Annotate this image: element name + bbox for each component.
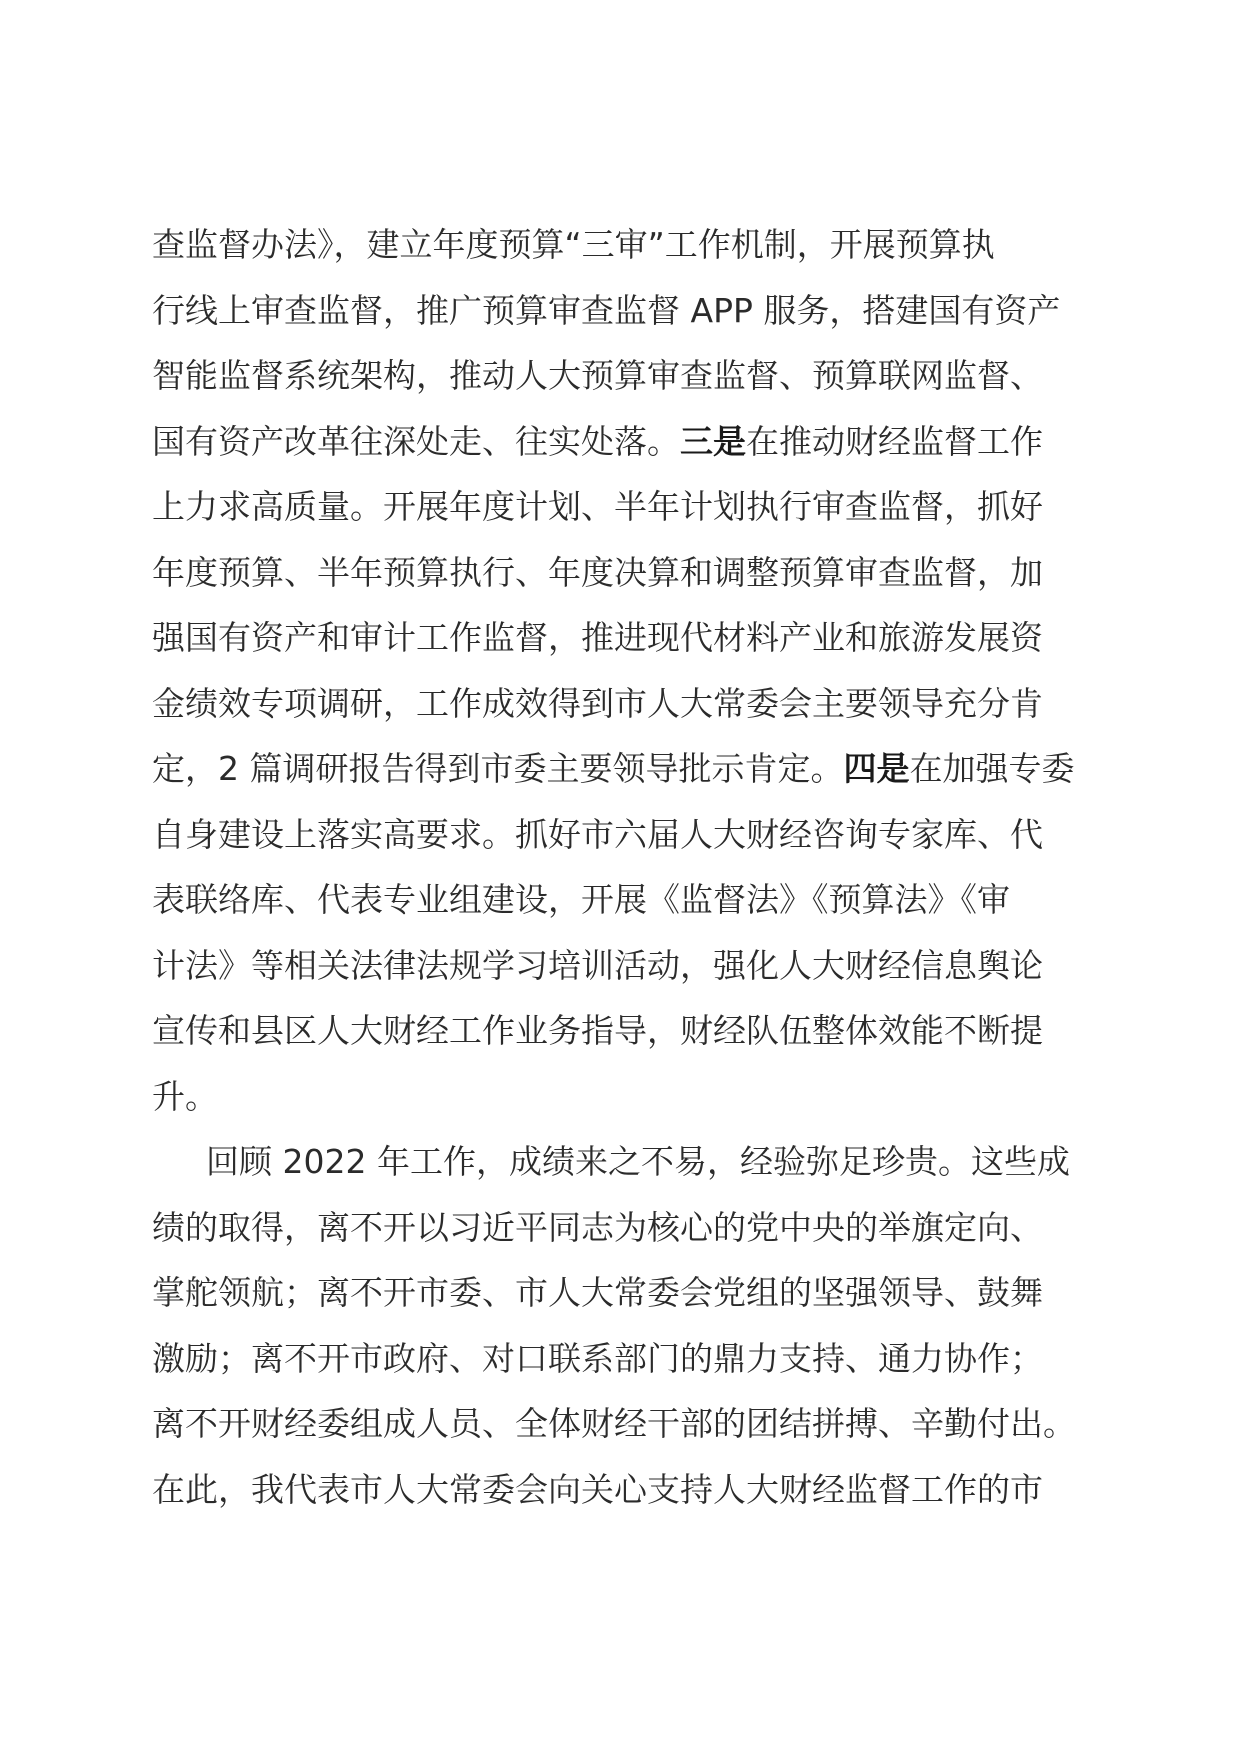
text-line: 掌舵领航；离不开市委、市人大常委会党组的坚强领导、鼓舞 xyxy=(152,1273,1043,1312)
bold-ordinal-four: 四是 xyxy=(843,749,910,788)
text-line: 回顾 2022 年工作，成绩来之不易，经验弥足珍贵。这些成 xyxy=(206,1142,1070,1181)
text-line: 强国有资产和审计工作监督，推进现代材料产业和旅游发展资 xyxy=(152,618,1043,657)
text-segment: 国有资产改革往深处走、往实处落。 xyxy=(152,421,680,461)
body-text xyxy=(152,212,1092,1522)
text-line: 上力求高质量。开展年度计划、半年计划执行审查监督，抓好 xyxy=(152,487,1043,526)
text-line: 激励；离不开市政府、对口联系部门的鼎力支持、通力协作； xyxy=(152,1338,1043,1378)
text-segment: 在推动财经监督工作 xyxy=(746,421,1043,461)
paragraph-2 xyxy=(152,1129,1092,1522)
text-line: 升。 xyxy=(152,1076,218,1116)
text-segment: 定，2 篇调研报告得到市委主要领导批示肯定。 xyxy=(152,749,844,788)
paragraph-1 xyxy=(152,212,1092,1129)
text-line: 年度预算、半年预算执行、年度决算和调整预算审查监督，加 xyxy=(152,552,1043,592)
text-line: 智能监督系统架构，推动人大预算审查监督、预算联网监督、 xyxy=(152,356,1043,395)
text-line xyxy=(152,736,1092,802)
text-line: 在此，我代表市人大常委会向关心支持人大财经监督工作的市 xyxy=(152,1469,1043,1509)
text-line xyxy=(152,409,1092,475)
text-segment: 在加强专委 xyxy=(909,749,1075,788)
text-line: 查监督办法》，建立年度预算“三审”工作机制，开展预算执 xyxy=(152,225,995,264)
text-line: 计法》等相关法律法规学习培训活动，强化人大财经信息舆论 xyxy=(152,945,1043,985)
text-line: 离不开财经委组成人员、全体财经干部的团结拼搏、辛勤付出。 xyxy=(152,1404,1076,1443)
text-line: 绩的取得，离不开以习近平同志为核心的党中央的举旗定向、 xyxy=(152,1207,1043,1247)
text-line: 表联络库、代表专业组建设，开展《监督法》《预算法》《审 xyxy=(152,880,1010,919)
bold-ordinal-three: 三是 xyxy=(680,421,746,461)
text-line: 宣传和县区人大财经工作业务指导，财经队伍整体效能不断提 xyxy=(152,1011,1043,1050)
text-line: 金绩效专项调研，工作成效得到市人大常委会主要领导充分肯 xyxy=(152,683,1043,723)
text-line: 自身建设上落实高要求。抓好市六届人大财经咨询专家库、代 xyxy=(152,814,1043,854)
text-line: 行线上审查监督，推广预算审查监督 APP 服务，搭建国有资产 xyxy=(152,290,1061,330)
